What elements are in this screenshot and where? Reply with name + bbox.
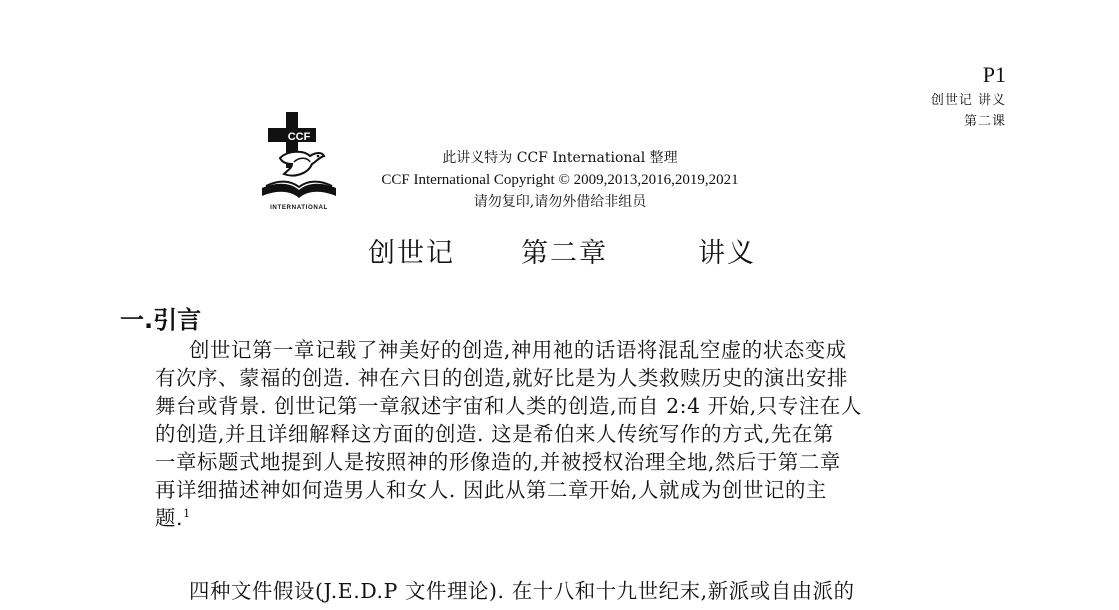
- paragraph-line: 有次序、蒙福的创造. 神在六日的创造,就好比是为人类救赎历史的演出安排: [155, 366, 848, 390]
- logo-caption: INTERNATIONAL: [270, 204, 328, 211]
- paragraph-line: 创世记第一章记载了神美好的创造,神用祂的话语将混乱空虚的状态变成: [189, 338, 847, 362]
- paragraph-line: 一章标题式地提到人是按照神的形像造的,并被授权治理全地,然后于第二章: [155, 450, 841, 474]
- logo-letters: CCF: [287, 131, 311, 143]
- header-lesson-line: 第二课: [963, 114, 1006, 129]
- page-number: P1: [982, 62, 1006, 87]
- title-chapter: 第二章: [521, 238, 608, 269]
- header-book-line: 创世记 讲义: [930, 93, 1006, 108]
- paragraph-line: 舞台或背景. 创世记第一章叙述宇宙和人类的创造,而自 2:4 开始,只专注在人: [155, 394, 862, 418]
- paragraph-line: 四种文件假设(J.E.D.P 文件理论). 在十八和十九世纪末,新派或自由派的: [189, 579, 855, 603]
- paragraph-last-line: [155, 504, 1011, 532]
- ccf-logo: [258, 112, 340, 212]
- intro-paragraph: [155, 336, 1011, 532]
- second-paragraph: [155, 577, 1011, 605]
- section-heading: 一.引言: [120, 306, 202, 334]
- paragraph-line: 再详细描述神如何造男人和女人. 因此从第二章开始,人就成为创世记的主: [155, 478, 827, 502]
- notice-prepared-for: 此讲义特为 CCF International 整理: [442, 150, 678, 166]
- footnote-reference[interactable]: 1: [183, 507, 191, 521]
- document-title: [0, 234, 1119, 274]
- paragraph-line-text: 题.: [155, 506, 184, 530]
- paragraph-line: 的创造,并且详细解释这方面的创造. 这是希伯来人传统写作的方式,先在第: [155, 422, 835, 446]
- title-notes: 讲义: [698, 238, 756, 269]
- notice-copyright: CCF International Copyright © 2009,2013,2016,2019,2021: [381, 172, 739, 188]
- notice-no-copy: 请勿复印,请勿外借给非组员: [473, 194, 647, 210]
- title-book: 创世记: [368, 238, 455, 269]
